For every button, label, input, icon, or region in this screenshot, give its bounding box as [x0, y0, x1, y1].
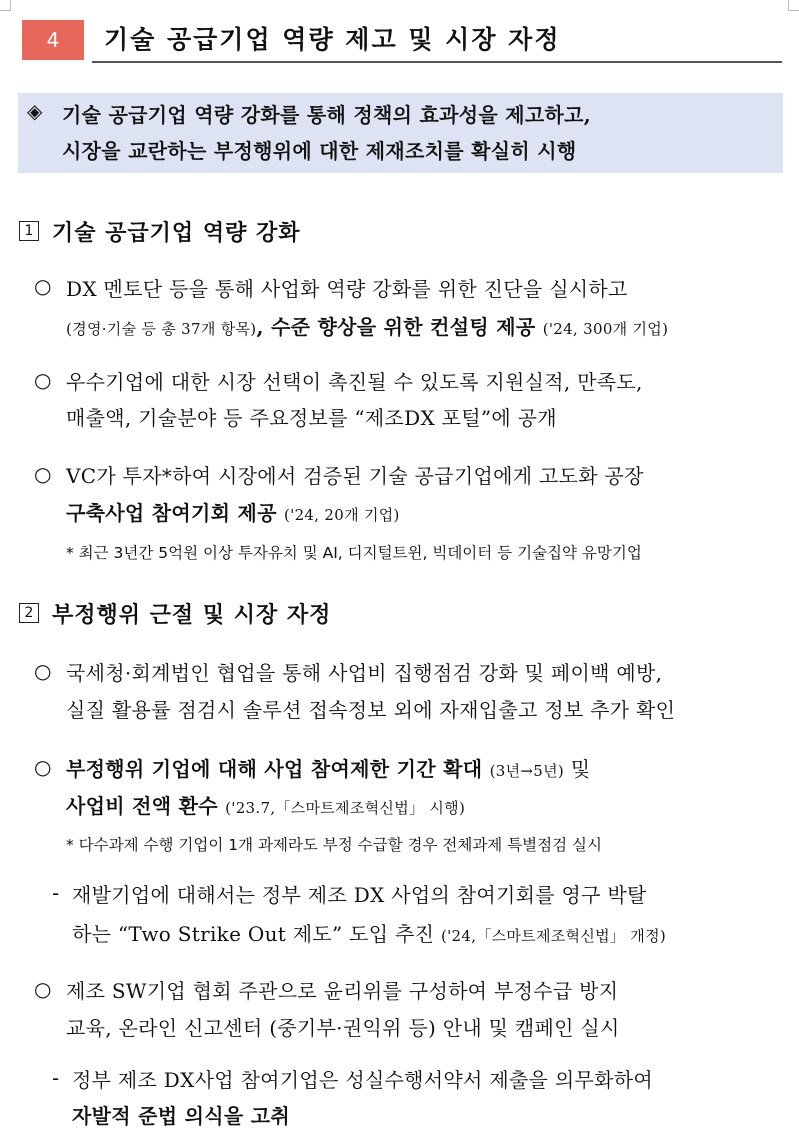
s2-item2-line2	[66, 790, 465, 819]
s2-item2-refund: 사업비 전액 환수	[66, 794, 226, 818]
s2-item3-line1: 재발기업에 대해서는 정부 제조 DX 사업의 참여기회를 영구 박탈	[72, 883, 647, 907]
dash-icon: -	[52, 1066, 60, 1090]
s2-item1-line1: 국세청·회계법인 협업을 통해 사업비 집행점검 강화 및 페이백 예방,	[66, 661, 663, 685]
diamond-icon: ◈	[27, 99, 43, 123]
s2-item3-policy: 하는 “Two Strike Out 제도” 도입 추진	[72, 922, 441, 946]
bullet-icon: ○	[34, 659, 52, 683]
s1-item3-line2	[66, 497, 400, 526]
s2-item2-law: ('23.7,「스마트제조혁신법」 시행)	[225, 799, 466, 817]
s1-item1-line2	[66, 311, 668, 340]
section-2-number-box: 2	[19, 603, 39, 623]
s1-item3-footnote: * 최근 3년간 5억원 이상 투자유치 및 AI, 디지털트윈, 빅데이터 등 기술집약 유망기업	[66, 544, 642, 562]
s2-item5-line1: 정부 제조 DX사업 참여기업은 성실수행서약서 제출을 의무화하여	[72, 1068, 653, 1092]
bullet-icon: ○	[34, 462, 52, 486]
s2-item2-footnote: * 다수과제 수행 기업이 1개 과제라도 부정 수급할 경우 전체과제 특별점검 실시	[66, 836, 602, 854]
title-underline	[92, 61, 782, 63]
section-2-title: 부정행위 근절 및 시장 자정	[52, 603, 332, 628]
s2-item2-line1	[66, 753, 590, 782]
s2-item3-line2	[72, 918, 666, 947]
bullet-icon: ○	[34, 977, 52, 1001]
s2-item1-line2: 실질 활용률 점검시 솔루션 접속정보 외에 자재입출고 정보 추가 확인	[66, 698, 676, 722]
bullet-icon: ○	[34, 274, 52, 298]
section-1-title: 기술 공급기업 역량 강화	[52, 221, 301, 246]
s2-item4-line1: 제조 SW기업 협회 주관으로 윤리위를 구성하여 부정수급 방지	[66, 979, 619, 1003]
s2-item2-and: 및	[564, 757, 591, 781]
s1-item3-offer: 구축사업 참여기회 제공	[66, 501, 284, 525]
s1-item2-line2: 매출액, 기술분야 등 주요정보를 “제조DX 포털”에 공개	[66, 406, 557, 430]
page-corner-top-right	[788, 0, 799, 11]
page-title: 기술 공급기업 역량 제고 및 시장 자정	[104, 25, 561, 54]
summary-line-2: 시장을 교란하는 부정행위에 대한 제재조치를 확실히 시행	[62, 139, 577, 163]
s1-item1-detail: (경영·기술 등 총 37개 항목)	[66, 320, 257, 338]
s1-item1-target: ('24, 300개 기업)	[542, 320, 669, 338]
s1-item3-line1: VC가 투자*하여 시장에서 검증된 기술 공급기업에게 고도화 공장	[66, 464, 644, 488]
s2-item5-line2: 자발적 준법 의식을 고취	[72, 1104, 290, 1128]
s1-item2-line1: 우수기업에 대한 시장 선택이 촉진될 수 있도록 지원실적, 만족도,	[66, 370, 643, 394]
s1-item3-target: ('24, 20개 기업)	[284, 506, 400, 524]
dash-icon: -	[52, 881, 60, 905]
section-1-number-box: 1	[19, 221, 39, 241]
section-number-badge: 4	[22, 20, 84, 60]
bullet-icon: ○	[34, 368, 52, 392]
page-corner-top-left	[0, 0, 11, 11]
s2-item2-restriction: 부정행위 기업에 대해 사업 참여제한 기간 확대	[66, 757, 490, 781]
s2-item3-law: ('24,「스마트제조혁신법」 개정)	[440, 927, 667, 945]
s1-item1-line1: DX 멘토단 등을 통해 사업화 역량 강화를 위한 진단을 실시하고	[66, 277, 628, 301]
bullet-icon: ○	[34, 755, 52, 779]
summary-line-1: 기술 공급기업 역량 강화를 통해 정책의 효과성을 제고하고,	[62, 103, 591, 127]
s2-item4-line2: 교육, 온라인 신고센터 (중기부·권익위 등) 안내 및 캠페인 실시	[66, 1016, 620, 1040]
summary-box	[18, 93, 783, 173]
s1-item1-consulting: , 수준 향상을 위한 컨설팅 제공	[256, 315, 543, 339]
s2-item2-period: (3년→5년)	[489, 762, 565, 780]
